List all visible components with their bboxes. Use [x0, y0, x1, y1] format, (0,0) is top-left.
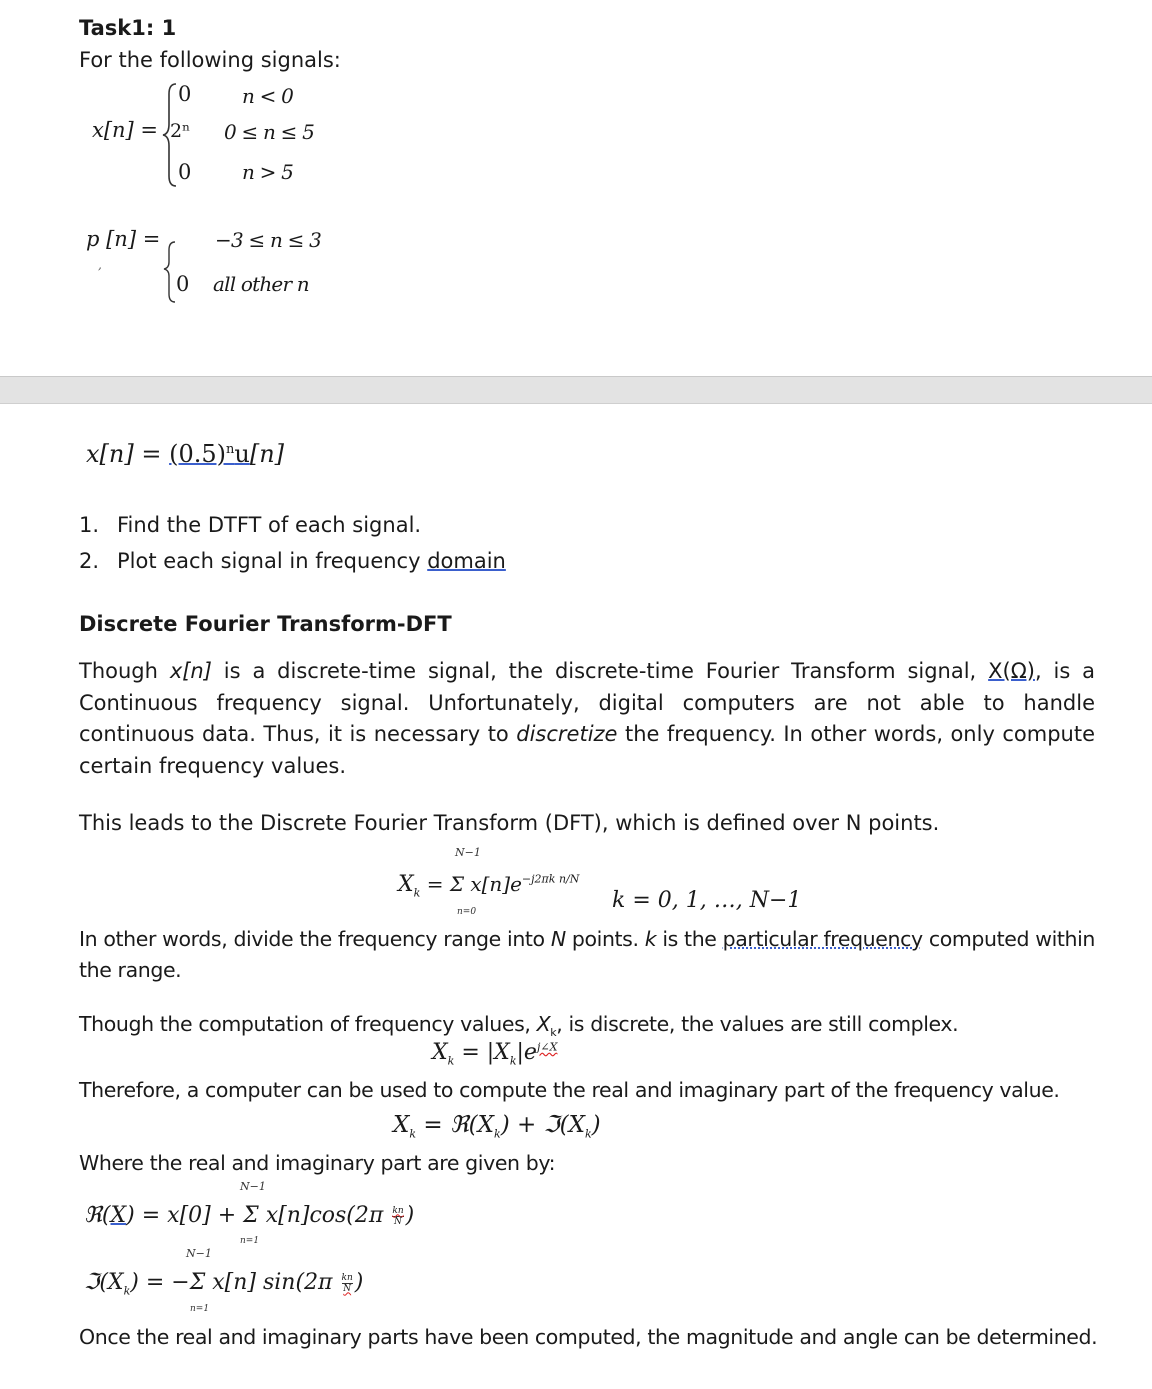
- case-condition: −3 ≤ n ≤ 3: [215, 228, 322, 252]
- fraction-numerator: kn: [341, 1272, 353, 1283]
- task-title: Task1: 1: [79, 16, 177, 40]
- text-dotted-underline: particular frequency: [722, 927, 923, 951]
- text-run: , is a Continuous frequency signal. Unfortunately, digital computers are not able to handle continuous data. Thus, it is necessary to: [79, 659, 1095, 746]
- case-condition: n > 5: [242, 160, 294, 184]
- underlined-word: domain: [427, 549, 506, 573]
- page-break-separator: [0, 376, 1152, 404]
- fraction-numerator: kn: [392, 1205, 404, 1216]
- eq-sub: k: [409, 1127, 417, 1141]
- text-run: is the: [656, 927, 723, 951]
- paragraph-given-by: Where the real and imaginary part are given by:: [79, 1151, 556, 1175]
- text-italic: k: [644, 927, 657, 951]
- case-value: 2ⁿ: [170, 120, 191, 142]
- signal-x2-exp: n: [226, 442, 235, 457]
- eq-exponent: j∠X: [536, 1040, 558, 1054]
- list-item: [79, 513, 421, 537]
- imag-part-body: [84, 1270, 363, 1297]
- section-heading: Discrete Fourier Transform-DFT: [79, 612, 452, 636]
- stray-mark: ,: [98, 258, 102, 272]
- text-run: Though the computation of frequency values,: [79, 1012, 537, 1036]
- case-value: 0: [178, 160, 192, 184]
- dft-range: k = 0, 1, …, N−1: [612, 888, 802, 913]
- paragraph-magnitude-angle: Once the real and imaginary parts have been computed, the magnitude and angle can be determined.: [79, 1325, 1098, 1349]
- eq-text: ): [405, 1203, 415, 1228]
- text-sub: k: [550, 1026, 557, 1040]
- eq-text: ) = −Σ x[n] sin(2π: [130, 1270, 333, 1295]
- sum-lower-limit: n=1: [190, 1304, 210, 1314]
- sum-lower-limit: n=1: [240, 1236, 260, 1246]
- eq-symbol: X: [393, 1112, 410, 1138]
- rect-equation: [393, 1112, 601, 1141]
- paragraph-dft-definition: This leads to the Discrete Fourier Transform (DFT), which is defined over N points.: [79, 811, 940, 835]
- eq-sub: k: [123, 1284, 131, 1298]
- text-italic: N: [550, 927, 566, 951]
- signal-p-lhs: p [n] =: [86, 227, 161, 251]
- eq-symbol: X: [110, 1203, 127, 1228]
- case-value: 0: [178, 82, 192, 106]
- text-run: Though: [79, 659, 170, 683]
- intro-text: For the following signals:: [79, 48, 341, 72]
- eq-text: = |X: [454, 1040, 510, 1065]
- dft-sum-body: = Σ x[n]e: [420, 872, 522, 896]
- signal-x2-u: u: [234, 440, 250, 468]
- sum-upper-limit: N−1: [240, 1180, 266, 1193]
- list-number: 2.: [79, 549, 100, 573]
- case-condition: 0 ≤ n ≤ 5: [224, 120, 315, 144]
- fraction: [342, 1273, 353, 1294]
- list-item: [79, 549, 506, 573]
- fraction-denominator: N: [343, 1283, 352, 1294]
- eq-sub: k: [494, 1127, 501, 1141]
- paragraph-complex: [79, 1012, 958, 1039]
- polar-equation: [432, 1040, 557, 1067]
- text-underlined: X(Ω): [988, 659, 1035, 683]
- text-italic: discretize: [516, 722, 618, 746]
- eq-text: ℑ(X: [84, 1270, 124, 1295]
- real-part-body: [84, 1203, 414, 1228]
- eq-text: ) = x[0] + Σ x[n]cos(2π: [126, 1203, 384, 1228]
- list-number: 1.: [79, 513, 100, 537]
- text-run: the frequency. In other words, only compute certain frequency values.: [79, 722, 1095, 778]
- case-condition: n < 0: [242, 84, 294, 108]
- list-text: Plot each signal in frequency: [117, 549, 428, 573]
- eq-text: ): [354, 1270, 364, 1295]
- fraction-denominator: N: [394, 1216, 402, 1227]
- case-condition: all other n: [213, 272, 309, 296]
- signal-x2-lhs: x[n] =: [86, 440, 170, 468]
- fraction: [392, 1206, 403, 1227]
- eq-text: ) + ℑ(X: [500, 1112, 585, 1138]
- dft-lhs-sub: k: [413, 886, 421, 900]
- eq-sub: k: [447, 1054, 455, 1068]
- eq-text: ℜ(: [84, 1203, 111, 1228]
- text-run: points.: [565, 927, 645, 951]
- eq-sub: k: [509, 1054, 517, 1068]
- text-italic: x[n]: [169, 659, 212, 683]
- signal-x2-tail: [n]: [249, 440, 285, 468]
- eq-symbol: X: [432, 1040, 448, 1065]
- eq-sub: k: [584, 1127, 592, 1141]
- signal-x2-equation: [86, 440, 284, 468]
- text-run: is a discrete-time signal, the discrete-time Fourier Transform signal,: [211, 659, 989, 683]
- text-run: computed within the range.: [79, 927, 1095, 982]
- text-run: , is discrete, the values are still complex.: [556, 1012, 959, 1036]
- text-run: In other words, divide the frequency range into: [79, 927, 551, 951]
- text-italic: X: [536, 1012, 551, 1036]
- eq-text: |e: [516, 1040, 537, 1065]
- signal-x-lhs: x[n] =: [92, 118, 159, 142]
- paragraph-dft-intro: [79, 656, 1095, 782]
- paragraph-real-imag: Therefore, a computer can be used to compute the real and imaginary part of the frequency value.: [79, 1078, 1060, 1102]
- paragraph-n-points: [79, 924, 1095, 986]
- dft-lhs-symbol: X: [398, 872, 414, 897]
- eq-text: ): [591, 1112, 601, 1138]
- sum-lower-limit: n=0: [457, 907, 477, 917]
- dft-exponent: −j2πk n/N: [521, 872, 580, 886]
- list-text: Find the DTFT of each signal.: [117, 513, 422, 537]
- dft-lhs: [398, 872, 579, 899]
- eq-text: = ℜ(X: [416, 1112, 495, 1138]
- signal-x2-base: (0.5): [169, 440, 226, 468]
- sum-upper-limit: N−1: [186, 1247, 212, 1260]
- case-value: 0: [176, 272, 190, 296]
- sum-upper-limit: N−1: [455, 846, 481, 859]
